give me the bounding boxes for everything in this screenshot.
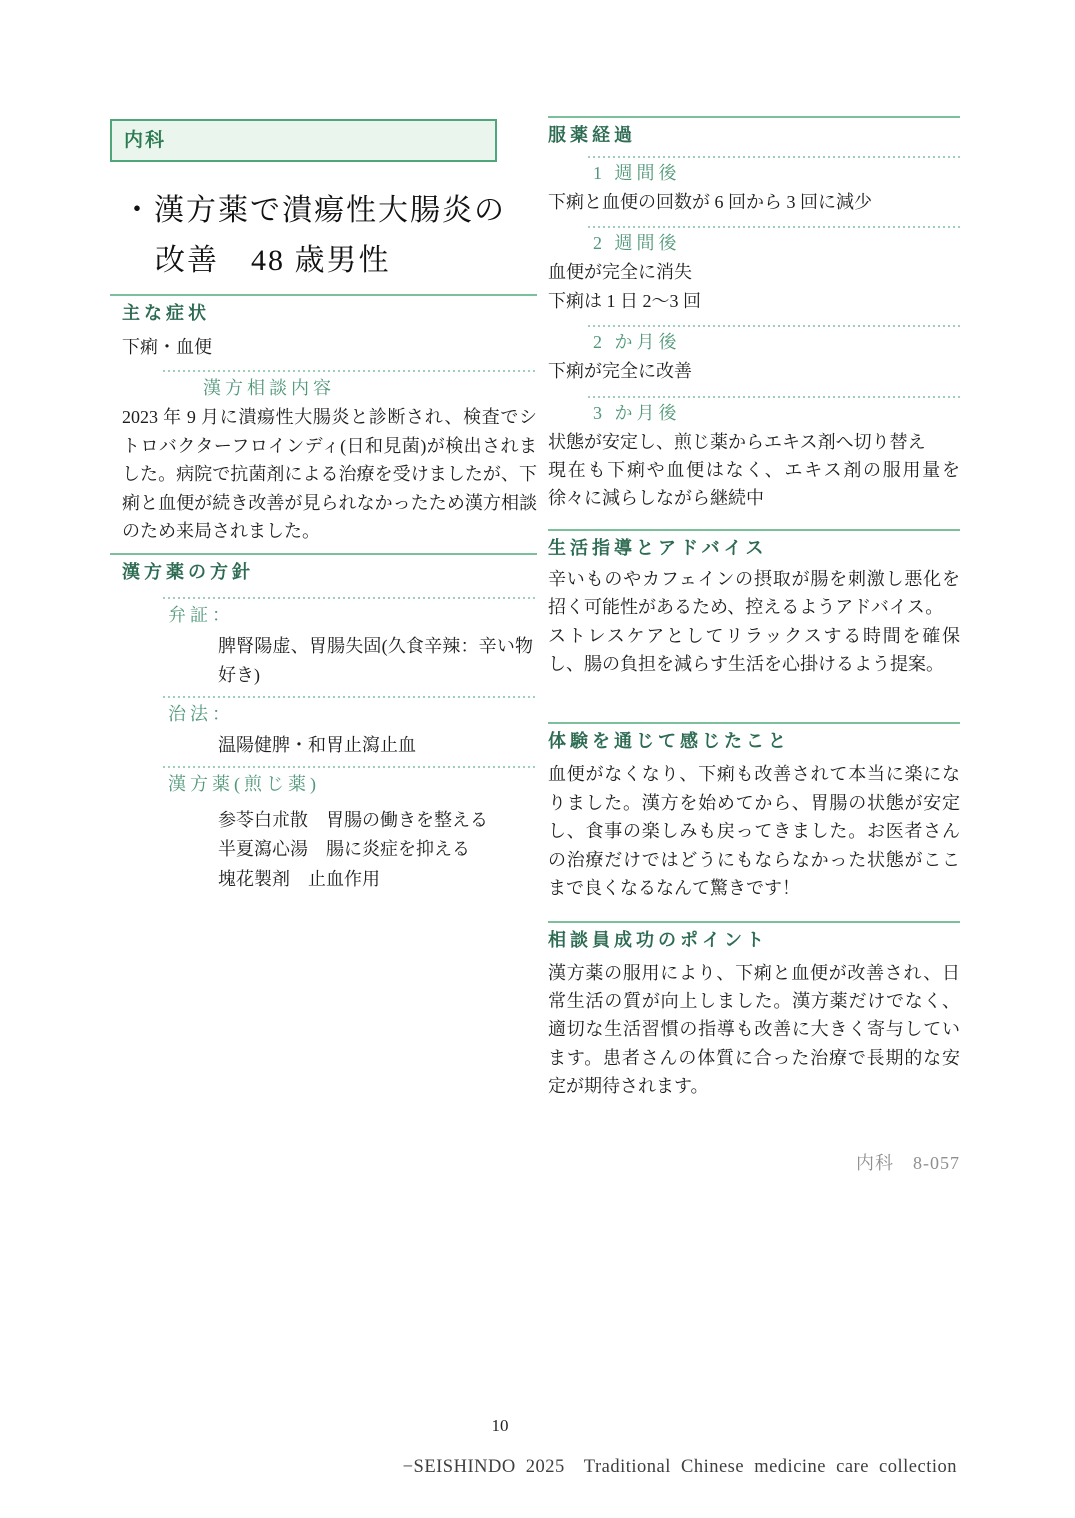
page-number: 10 [491, 1416, 509, 1435]
guidance-text: ストレスケアとしてリラックスする時間を確保し、腸の負担を減らす生活を心掛けるよう提案。 [548, 625, 960, 675]
progress-entry-text: 下痢と血便の回数が 6 回から 3 回に減少 [548, 192, 872, 212]
section-heading-points: 相談員成功のポイント [548, 929, 768, 950]
section-medication-progress [548, 116, 960, 513]
subheading-consult: 漢方相談内容 [203, 378, 335, 399]
case-reference-number: 内科 8-057 [856, 1152, 960, 1173]
section-heading-symptoms: 主な症状 [122, 303, 210, 323]
section-lifestyle-guidance [548, 529, 960, 679]
progress-entry-text: 現在も下痢や血便はなく、エキス剤の服用量を徐々に減らしながら継続中 [548, 460, 960, 509]
progress-entry-label: 2 か月後 [593, 332, 681, 353]
left-column [110, 119, 537, 894]
section-divider [110, 294, 537, 296]
kampo-drug-item: 参苓白朮散 胃腸の働きを整える [218, 809, 488, 830]
subheading-benzheng: 弁証： [168, 605, 234, 626]
footer-credit: −SEISHINDO 2025 Traditional Chinese medicine care collection [402, 1457, 957, 1477]
chiho-content: 温陽健脾・和胃止瀉止血 [218, 735, 416, 756]
guidance-text: 辛いものやカフェインの摂取が腸を刺激し悪化を招く可能性があるため、控えるようアドバイス。 [548, 568, 960, 618]
department-badge-label: 内科 [124, 130, 167, 151]
dotted-divider [588, 156, 960, 158]
section-divider [548, 529, 960, 531]
experience-text: 血便がなくなり、下痢も改善されて本当に楽になりました。漢方を始めてから、胃腸の状態が安定し、食事の楽しみも戻ってきました。お医者さんの治療だけではどうにもならなかった状態がここまで良くなるなんて驚きです！ [548, 764, 960, 899]
progress-entry-label: 3 か月後 [593, 402, 681, 423]
case-title [122, 186, 537, 286]
progress-entry-text: 血便が完全に消失 [548, 262, 692, 283]
dotted-divider [163, 370, 537, 372]
right-column [548, 116, 960, 1175]
dotted-divider [588, 396, 960, 398]
section-divider [548, 921, 960, 923]
dotted-divider [588, 325, 960, 327]
dotted-divider [588, 226, 960, 228]
section-heading-guidance: 生活指導とアドバイス [548, 537, 768, 558]
case-title-line2: 改善 48 歳男性 [155, 244, 391, 277]
dotted-divider [163, 597, 537, 599]
section-main-symptoms [110, 294, 537, 545]
progress-entry-label: 1 週間後 [593, 163, 681, 183]
progress-entry-text: 状態が安定し、煎じ薬からエキス剤へ切り替え [548, 431, 926, 452]
progress-entry-text: 下痢が完全に改善 [548, 361, 692, 382]
consult-text: 2023 年 9 月に潰瘍性大腸炎と診断され、検査でシトロバクターフロインディ(日和見菌)が検出されました。病院で抗菌剤による治療を受けましたが、下痢と血便が続き改善が見られなかったため漢方相談のため来局されました。 [122, 407, 537, 542]
progress-entry-text: 下痢は 1 日 2〜3 回 [548, 290, 701, 311]
section-divider [548, 722, 960, 724]
case-title-line1: ・漢方薬で潰瘍性大腸炎の [122, 194, 506, 227]
section-patient-experience [548, 722, 960, 902]
kampo-drug-list [218, 806, 533, 895]
symptoms-content: 下痢・血便 [122, 337, 212, 357]
progress-entry-label: 2 週間後 [593, 233, 681, 254]
dotted-divider [163, 696, 537, 698]
kampo-drug-item: 半夏瀉心湯 腸に炎症を抑える [218, 839, 470, 860]
dotted-divider [163, 766, 537, 768]
points-text: 漢方薬の服用により、下痢と血便が改善され、日常生活の質が向上しました。漢方薬だけでなく、適切な生活習慣の指導も改善に大きく寄与しています。患者さんの体質に合った治療で長期的な安定が期待されます。 [548, 962, 960, 1097]
section-counselor-points [548, 921, 960, 1101]
subheading-kampo-drugs: 漢方薬(煎じ薬) [168, 773, 320, 794]
section-divider [110, 553, 537, 555]
section-divider [548, 116, 960, 118]
department-badge [110, 119, 497, 162]
section-kampo-policy [110, 553, 537, 894]
section-heading-progress: 服薬経過 [548, 125, 636, 145]
kampo-drug-item: 塊花製剤 止血作用 [218, 868, 380, 889]
benzheng-content: 脾腎陽虚、胃腸失固(久食辛辣：辛い物好き) [218, 636, 533, 685]
subheading-chiho: 治法： [168, 704, 234, 725]
section-heading-experience: 体験を通じて感じたこと [548, 731, 790, 752]
section-heading-policy: 漢方薬の方針 [122, 562, 254, 583]
